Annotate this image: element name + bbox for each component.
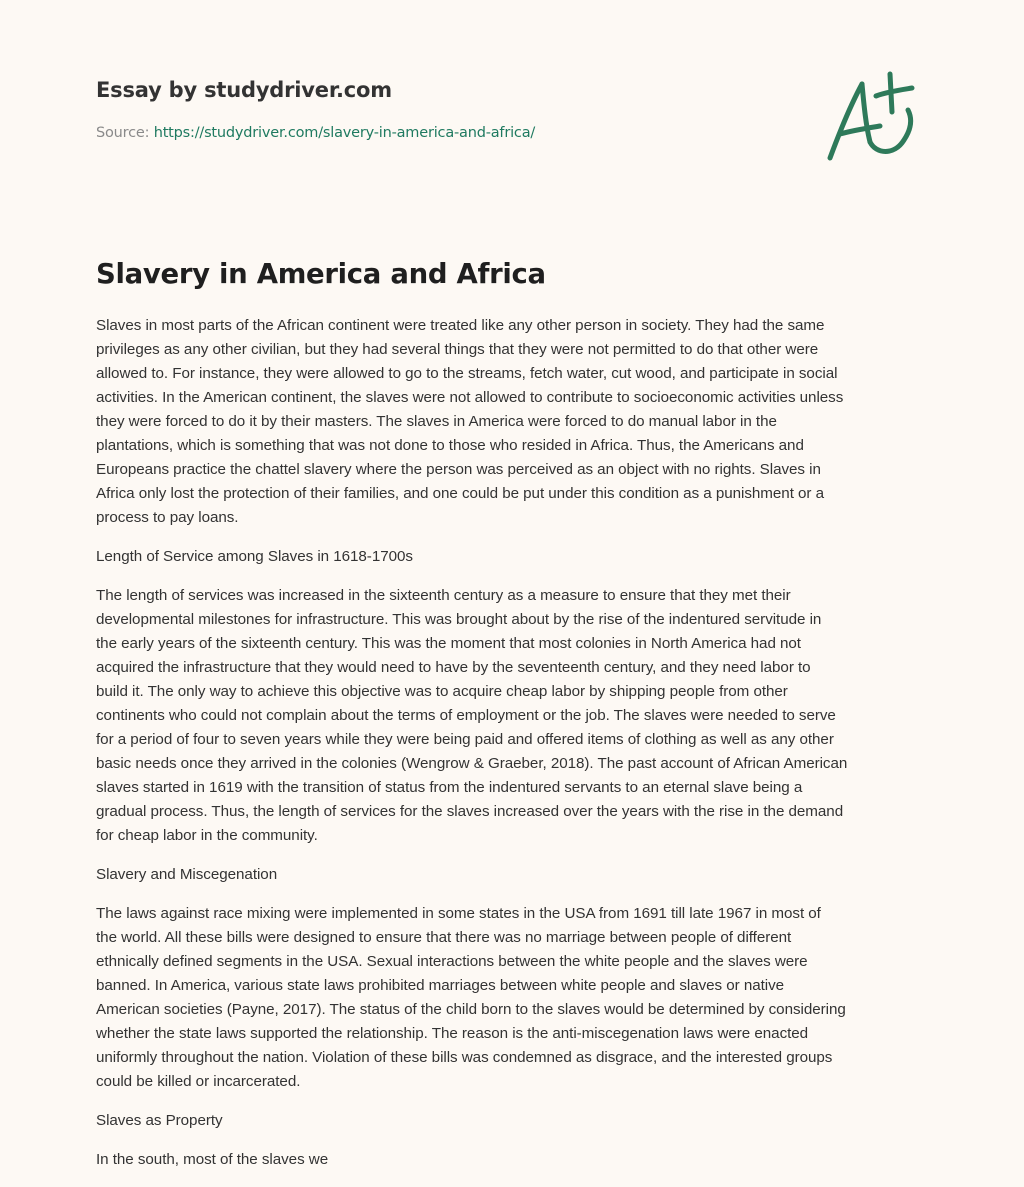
text-line: ethnically defined segments in the USA. Sexual interactions between the white people and the slaves were [96, 953, 808, 970]
text-line: for a period of four to seven years while they were being paid and offered items of clothing as well as any other [96, 731, 834, 748]
text-line: activities. In the American continent, the slaves were not allowed to contribute to socioeconomic activities unless [96, 389, 844, 406]
subheading-length-of-service: Length of Service among Slaves in 1618-1700s [96, 548, 413, 565]
text-line: basic needs once they arrived in the colonies (Wengrow & Graeber, 2018). The past account of African American [96, 755, 848, 772]
text-line: privileges as any other civilian, but they had several things that they were not permitted to do that other were [96, 341, 819, 358]
essay-body [96, 314, 928, 1187]
text-line: the world. All these bills were designed to ensure that there was no marriage between people of different [96, 929, 792, 946]
subheading-slaves-as-property: Slaves as Property [96, 1112, 223, 1129]
source-link[interactable]: https://studydriver.com/slavery-in-america-and-africa/ [153, 125, 536, 141]
subheading-miscegenation: Slavery and Miscegenation [96, 866, 278, 883]
paragraph-slaves-as-property [96, 1148, 928, 1172]
text-line: The length of services was increased in the sixteenth century as a measure to ensure that they met their [96, 587, 791, 604]
text-line: they were forced to do it by their masters. The slaves in America were forced to do manual labor in the [96, 413, 777, 430]
essay-title: Slavery in America and Africa [96, 258, 546, 290]
paragraph-length-of-service [96, 584, 928, 848]
text-line: process to pay loans. [96, 509, 239, 526]
text-line: uniformly throughout the nation. Violation of these bills was condemned as disgrace, and the interested groups [96, 1049, 833, 1066]
text-line: allowed to. For instance, they were allowed to go to the streams, fetch water, cut wood, and participate in social [96, 365, 838, 382]
text-line: acquired the infrastructure that they would need to have by the seventeenth century, and they need labor to [96, 659, 811, 676]
text-line: Slaves in most parts of the African continent were treated like any other person in society. They had the same [96, 317, 825, 334]
site-header [96, 74, 928, 106]
source-line [96, 122, 535, 144]
source-label: Source: [96, 125, 154, 141]
brand-title: Essay by studydriver.com [96, 78, 392, 102]
paragraph-intro [96, 314, 928, 530]
text-line: could be killed or incarcerated. [96, 1073, 301, 1090]
text-line: Africa only lost the protection of their families, and one could be put under this condition as a punishment or a [96, 485, 825, 502]
a-plus-grade-icon [820, 66, 930, 166]
text-line: In the south, most of the slaves we [96, 1151, 329, 1168]
text-line: developmental milestones for infrastructure. This was brought about by the rise of the indentured servitude in [96, 611, 822, 628]
text-line: plantations, which is something that was not done to those who resided in Africa. Thus, the Americans and [96, 437, 804, 454]
text-line: American societies (Payne, 2017). The status of the child born to the slaves would be determined by considering [96, 1001, 846, 1018]
text-line: continents who could not complain about the terms of employment or the job. The slaves were needed to serve [96, 707, 836, 724]
text-line: whether the state laws supported the relationship. The reason is the anti-miscegenation laws were enacted [96, 1025, 809, 1042]
text-line: the early years of the sixteenth century. This was the moment that most colonies in North America had not [96, 635, 801, 652]
text-line: gradual process. Thus, the length of services for the slaves increased over the years with the rise in the demand [96, 803, 844, 820]
text-line: banned. In America, various state laws prohibited marriages between white people and slaves or native [96, 977, 785, 994]
text-line: for cheap labor in the community. [96, 827, 318, 844]
text-line: slaves started in 1619 with the transition of status from the indentured servants to an eternal slave being a [96, 779, 803, 796]
paragraph-miscegenation [96, 902, 928, 1094]
text-line: build it. The only way to achieve this objective was to acquire cheap labor by shipping people from other [96, 683, 788, 700]
text-line: Europeans practice the chattel slavery where the person was perceived as an object with no rights. Slaves in [96, 461, 821, 478]
text-line: The laws against race mixing were implemented in some states in the USA from 1691 till late 1967 in most of [96, 905, 821, 922]
